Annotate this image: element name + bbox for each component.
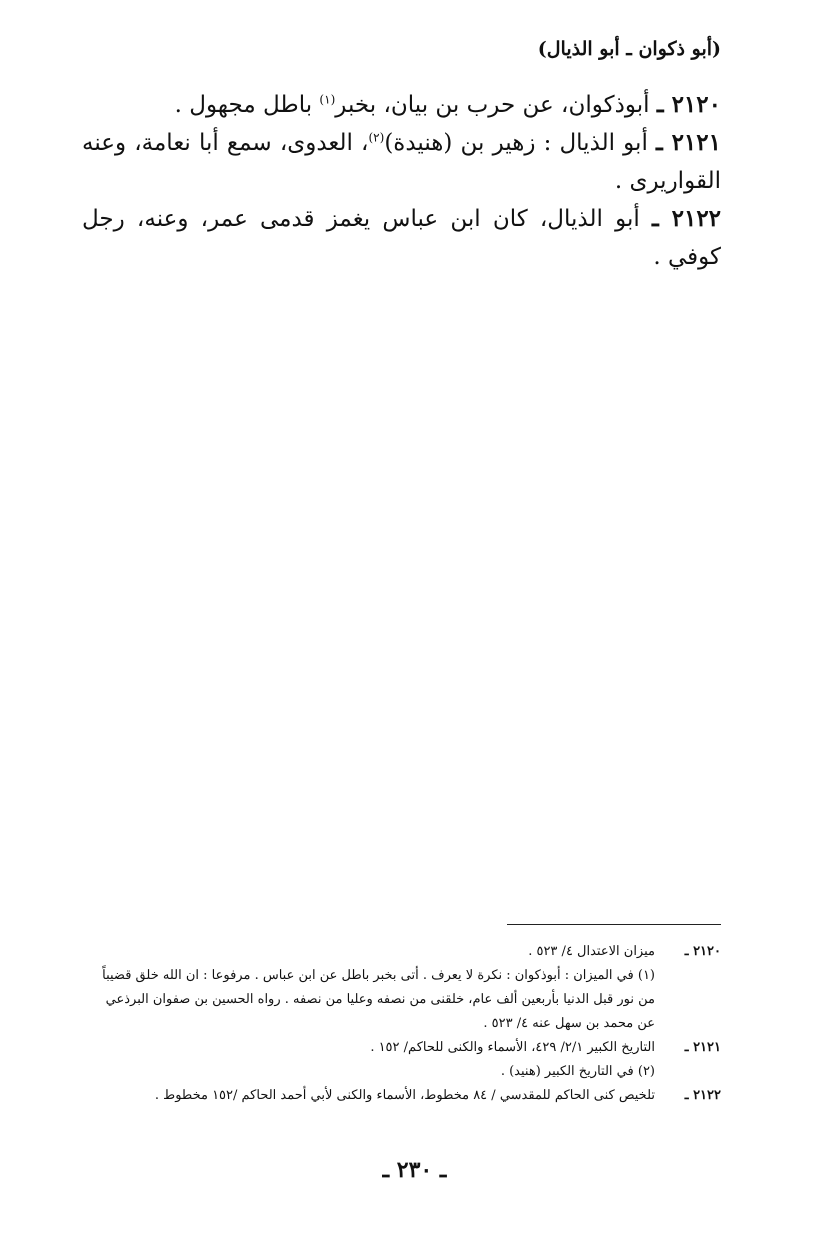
- entry-number: ٢١٢١ ـ: [656, 129, 721, 156]
- entry-text: أبو الذيال : زهير بن (هنيدة): [384, 130, 648, 156]
- footnotes: [82, 940, 721, 1108]
- entry-2122: [82, 200, 721, 276]
- entry-text-continued: باطل مجهول .: [174, 92, 320, 118]
- entry-number: ٢١٢٠ ـ: [656, 91, 721, 118]
- entry-2120: [82, 86, 721, 124]
- footnote-line: عن محمد بن سهل عنه ٤/ ٥٢٣ .: [483, 1016, 655, 1031]
- entry-2121: [82, 124, 721, 200]
- entry-text: أبو الذيال، كان ابن عباس يغمز قدمى عمر، وعنه، رجل كوفي .: [82, 206, 721, 270]
- entry-text: أبوذكوان، عن حرب بن بيان، بخبر: [335, 92, 650, 118]
- footnote-number: ٢١٢٠ ـ: [684, 944, 721, 959]
- footnote-body: [82, 940, 655, 1036]
- footnote-line: من نور قبل الدنيا بأربعين ألف عام، خلقنى من نصفه وعليا من نصفه . رواه الحسين بن صفوان البرذعي: [105, 992, 655, 1007]
- running-header: (أبو ذكوان ـ أبو الذيال): [537, 38, 721, 60]
- footnote-line: تلخيص كنى الحاكم للمقدسي / ٨٤ مخطوط، الأسماء والكنى لأبي أحمد الحاكم /١٥٢ مخطوط .: [154, 1088, 655, 1103]
- footnote-ref: (١): [319, 92, 336, 107]
- entries-list: [82, 86, 721, 276]
- footnote-2121: [82, 1036, 721, 1084]
- footnote-body: [82, 1036, 655, 1084]
- footnote-line: (٢) في التاريخ الكبير (هنيد) .: [500, 1064, 655, 1079]
- footnote-separator: [507, 924, 721, 925]
- footnote-number: ٢١٢٢ ـ: [684, 1088, 721, 1103]
- footnote-number: ٢١٢١ ـ: [684, 1040, 721, 1055]
- entry-number: ٢١٢٢ ـ: [651, 205, 722, 232]
- entry-text-continued: ، العدوى، سمع أبا نعامة، وعنه القواريرى .: [82, 130, 721, 194]
- footnote-2120: [82, 940, 721, 1036]
- footnote-ref: (٢): [368, 130, 385, 145]
- footnote-line: ميزان الاعتدال ٤/ ٥٢٣ .: [528, 944, 655, 959]
- footnote-line: التاريخ الكبير ٢/١/ ٤٢٩، الأسماء والكنى للحاكم/ ١٥٢ .: [370, 1040, 655, 1055]
- footnote-line: (١) في الميزان : أبوذكوان : نكرة لا يعرف . أتى بخبر باطل عن ابن عباس . مرفوعا : ان الله خلق قضيباً: [102, 968, 655, 983]
- page-number: ـ ٢٣٠ ـ: [382, 1157, 447, 1183]
- footnote-body: [82, 1084, 655, 1108]
- footnote-2122: [82, 1084, 721, 1108]
